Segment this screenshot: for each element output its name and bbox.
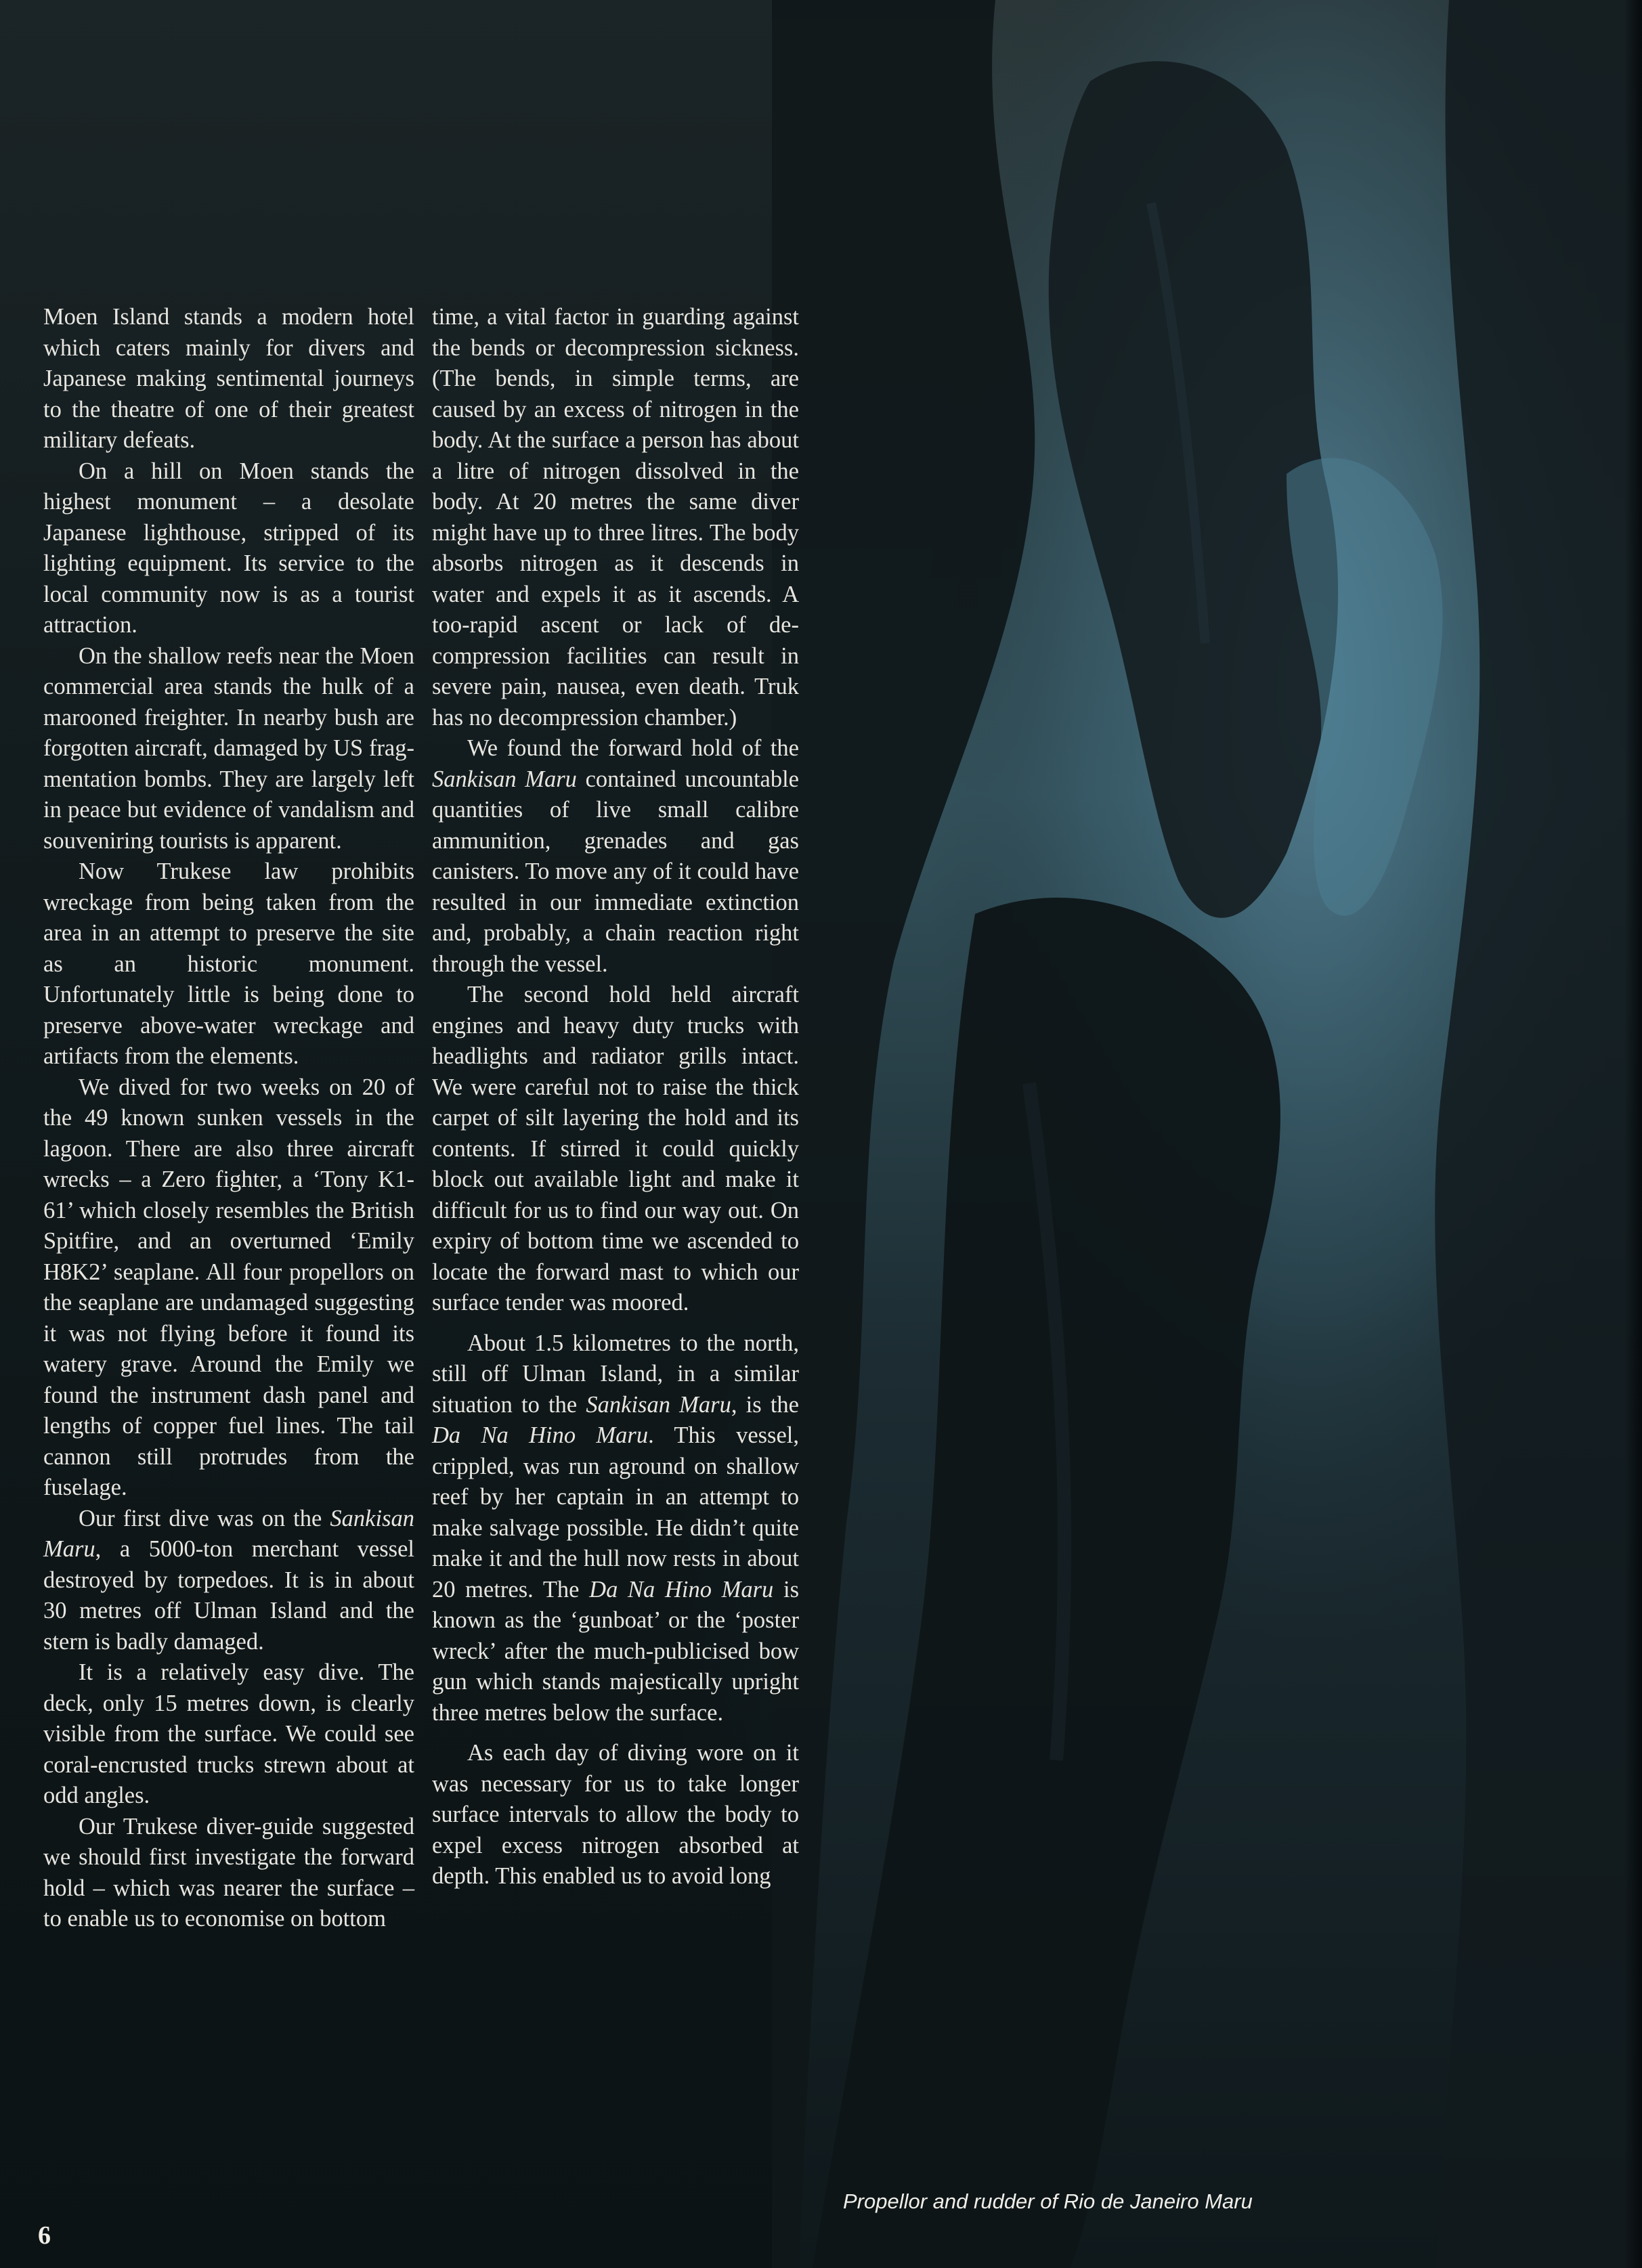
propeller-rudder-photo bbox=[772, 0, 1642, 2268]
text-run: , a 5000-ton merchant vessel destroyed by torpedoes. It is in about 30 metres off Ulman Island and the stern is badly damaged. bbox=[43, 1536, 414, 1655]
text-run: Now Trukese law prohibits wreckage from being taken from the area in an attempt to preserve the site as an historic monument. Unfortunately little is being done to preserve above-water wreckage and artifacts from the elements. bbox=[43, 858, 414, 1069]
text-run: Our first dive was on the bbox=[79, 1505, 330, 1531]
text-run: On the shallow reefs near the Moen commercial area stands the hulk of a marooned freighter. In nearby bush are forgotten aircraft, damaged by US fragmentation bombs. They are largely left in peace but evidence of vandalism and souveniring tourists is apparent. bbox=[43, 642, 414, 854]
text-run: contained uncountable quantities of live small calibre ammunition, grenades and gas canisters. To move any of it could have resulted in our immediate extinction and, probably, a chain reaction right through the vessel. bbox=[432, 766, 799, 977]
article-paragraph bbox=[43, 1657, 414, 1812]
underwater-wreck-image bbox=[772, 0, 1642, 2268]
text-run: The second hold held aircraft engines and heavy duty trucks with headlights and radiator grills intact. We were careful not to raise the thick carpet of silt layering the hold and its contents. If stirred it could quickly block out available light and make it difficult for us to find our way out. On expiry of bottom time we ascended to locate the forward mast to which our surface tender was moored. bbox=[432, 982, 799, 1315]
article-paragraph bbox=[43, 1812, 414, 1935]
photo-caption: Propellor and rudder of Rio de Janeiro Maru bbox=[843, 2189, 1253, 2213]
page-number: 6 bbox=[38, 2221, 51, 2250]
article-paragraph bbox=[43, 456, 414, 641]
article-paragraph bbox=[43, 1504, 414, 1658]
article-paragraph bbox=[432, 1738, 799, 1892]
text-run: We found the forward hold of the bbox=[467, 735, 799, 761]
article-paragraph bbox=[432, 733, 799, 980]
text-run: On a hill on Moen stands the highest monument – a desolate Japanese lighthouse, stripped of its lighting equipment. Its service to the local community now is as a tourist attraction. bbox=[43, 458, 414, 638]
article-paragraph bbox=[43, 641, 414, 857]
ship-name: Sankisan Maru bbox=[586, 1391, 731, 1418]
text-run: . This vessel, crippled, was run aground on shallow reef by her captain in an attempt to make salvage possible. He didn’t quite make it and the hull now rests in about 20 metres. The bbox=[432, 1422, 800, 1602]
text-run: About 1.5 kilometres to the north, still off Ulman Island, in a similar situation to the bbox=[432, 1330, 799, 1418]
text-run: time, a vital factor in guarding against the bends or decompression sickness. (The bends, in simple terms, are caused by an excess of nitrogen in the body. At the surface a person has about a litre of nitrogen dissolved in the body. At 20 metres the same diver might have up to three litres. The body absorbs nitrogen as it descends in water and expels it as it ascends. A too-rapid ascent or lack of decompression facilities can result in severe pain, nausea, even death. Truk has no decompression chamber.) bbox=[432, 304, 799, 730]
text-run: Our Trukese diver-guide suggested we should first investigate the forward hold – which was nearer the surface – to enable us to economise on bottom bbox=[43, 1813, 414, 1932]
article-paragraph bbox=[43, 302, 414, 456]
article-paragraph bbox=[43, 856, 414, 1072]
text-run: It is a relatively easy dive. The deck, only 15 metres down, is clearly visible from the surface. We could see coral-encrusted trucks strewn about at odd angles. bbox=[43, 1659, 414, 1808]
article-column-2 bbox=[432, 302, 799, 1892]
article-paragraph bbox=[432, 1328, 799, 1729]
article-column-1 bbox=[43, 302, 414, 1935]
text-run: Moen Island stands a modern hotel which caters mainly for divers and Japanese making sentimental journeys to the theatre of one of their greatest military defeats. bbox=[43, 304, 414, 453]
article-paragraph bbox=[432, 302, 799, 733]
article-paragraph bbox=[43, 1072, 414, 1504]
text-run: is known as the ‘gunboat’ or the ‘poster wreck’ after the much-publicised bow gun which stands majestically upright three metres below the surface. bbox=[432, 1576, 799, 1726]
article-paragraph bbox=[432, 980, 799, 1319]
ship-name: Sankisan Maru bbox=[432, 766, 577, 792]
page-edge-shadow bbox=[1624, 0, 1642, 2268]
ship-name: Da Na Hino Maru bbox=[589, 1576, 774, 1602]
ship-name: Da Na Hino Maru bbox=[432, 1422, 649, 1448]
text-run: We dived for two weeks on 20 of the 49 known sunken vessels in the lagoon. There are also three aircraft wrecks – a Zero fighter, a ‘Tony K1-61’ which closely resembles the British Spitfire, and an overturned ‘Emily H8K2’ seaplane. All four propellors on the seaplane are undamaged suggesting it was not flying before it found its watery grave. Around the Emily we found the instrument dash panel and lengths of copper fuel lines. The tail cannon still protrudes from the fuselage. bbox=[43, 1074, 414, 1500]
text-run: As each day of diving wore on it was necessary for us to take longer surface intervals to allow the body to expel excess nitrogen absorbed at depth. This enabled us to avoid long bbox=[432, 1740, 799, 1889]
text-run: , is the bbox=[731, 1391, 799, 1418]
ship-name: Sankisan Maru bbox=[43, 1505, 414, 1562]
